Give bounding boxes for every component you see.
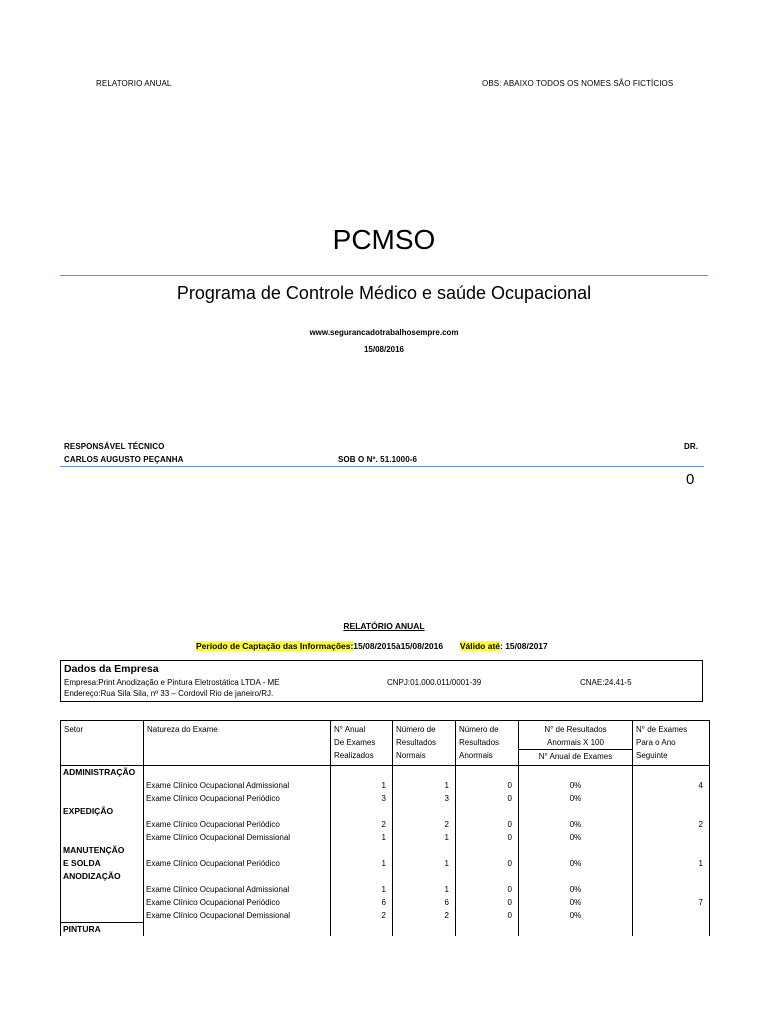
header-natureza: Natureza do Exame (144, 721, 331, 766)
cell-anual: 1 (331, 883, 393, 896)
cell-setor: E SOLDA (61, 857, 144, 870)
company-cnpj: CNPJ:01.000.011/0001-39 (387, 678, 482, 687)
cell-percentual: 0% (519, 779, 633, 792)
cell-normais: 1 (393, 883, 456, 896)
table-row (61, 844, 710, 857)
title-divider (60, 275, 708, 276)
periodo-value: 15/08/2015à15/08/2016 (353, 641, 444, 651)
valido-value: : 15/08/2017 (500, 641, 548, 651)
cell-natureza: Exame Clínico Ocupacional Admissional (144, 883, 331, 896)
table-row (61, 909, 710, 922)
cell-natureza: Exame Clínico Ocupacional Demissional (144, 831, 331, 844)
cell-anual (331, 766, 393, 780)
cell-anual (331, 805, 393, 818)
table-row (61, 857, 710, 870)
responsavel-divider (60, 466, 704, 467)
cell-normais (393, 870, 456, 883)
cell-setor (61, 792, 144, 805)
company-cnae: CNAE:24.41-5 (580, 678, 632, 687)
cell-percentual: 0% (519, 792, 633, 805)
cell-anual (331, 870, 393, 883)
cell-percentual: 0% (519, 831, 633, 844)
cell-normais (393, 922, 456, 936)
header-percentual: N° de Resultados Anormais X 100 N° Anual de Exames (519, 721, 633, 766)
cell-natureza (144, 844, 331, 857)
table-row (61, 883, 710, 896)
periodo-label: Período de Captação das Informações: (196, 641, 354, 651)
report-title: RELATÓRIO ANUAL (343, 621, 425, 631)
cell-anual: 2 (331, 818, 393, 831)
cell-percentual (519, 844, 633, 857)
company-box (60, 660, 703, 702)
cell-anormais (456, 922, 519, 936)
cell-percentual: 0% (519, 818, 633, 831)
cell-anual (331, 844, 393, 857)
company-empresa: Empresa:Print Anodização e Pintura Eletrostática LTDA - ME (64, 678, 280, 687)
cell-setor (61, 818, 144, 831)
cell-setor (61, 883, 144, 896)
cell-natureza (144, 922, 331, 936)
header-left-label: RELATORIO ANUAL (96, 79, 172, 88)
table-row (61, 831, 710, 844)
cell-anormais (456, 766, 519, 780)
cell-proximo (633, 883, 710, 896)
cell-anual: 1 (331, 857, 393, 870)
cell-setor: EXPEDIÇÃO (61, 805, 144, 818)
cell-natureza (144, 870, 331, 883)
page-title: PCMSO (332, 224, 436, 255)
cell-anual: 3 (331, 792, 393, 805)
cell-natureza: Exame Clínico Ocupacional Demissional (144, 909, 331, 922)
cell-proximo (633, 922, 710, 936)
cell-natureza: Exame Clínico Ocupacional Admissional (144, 779, 331, 792)
cell-anual (331, 922, 393, 936)
cell-normais: 2 (393, 909, 456, 922)
header-proximo-ano: N° de Exames Para o Ano Seguinte (633, 721, 710, 766)
cell-anormais: 0 (456, 883, 519, 896)
responsavel-label: RESPONSÁVEL TÉCNICO (64, 442, 165, 451)
cell-normais: 3 (393, 792, 456, 805)
header-right-note: OBS: ABAIXO TODOS OS NOMES SÃO FICTÍCIOS (482, 79, 674, 88)
table-row (61, 792, 710, 805)
cell-proximo (633, 844, 710, 857)
cell-natureza: Exame Clínico Ocupacional Periódico (144, 792, 331, 805)
cell-normais: 6 (393, 896, 456, 909)
company-heading: Dados da Empresa (64, 663, 159, 675)
document-date: 15/08/2016 (363, 345, 405, 354)
cell-percentual: 0% (519, 857, 633, 870)
cell-percentual (519, 766, 633, 780)
cell-anormais: 0 (456, 909, 519, 922)
cell-natureza (144, 766, 331, 780)
website-link[interactable]: www.segurancadotrabalhosempre.com (309, 328, 459, 337)
cell-setor (61, 896, 144, 909)
table-row (61, 779, 710, 792)
page-number: 0 (686, 471, 695, 488)
cell-anormais (456, 805, 519, 818)
cell-anormais: 0 (456, 857, 519, 870)
cell-setor (61, 779, 144, 792)
cell-anormais (456, 844, 519, 857)
cell-normais: 1 (393, 857, 456, 870)
cell-proximo (633, 792, 710, 805)
cell-natureza: Exame Clínico Ocupacional Periódico (144, 896, 331, 909)
cell-anormais: 0 (456, 896, 519, 909)
cell-proximo (633, 831, 710, 844)
page-subtitle: Programa de Controle Médico e saúde Ocupacional (176, 283, 592, 303)
cell-anual: 2 (331, 909, 393, 922)
responsavel-registro: SOB O Nº. 51.1000-6 (338, 455, 418, 464)
cell-proximo: 7 (633, 896, 710, 909)
valido-label: Válido até (459, 641, 501, 651)
header-normais: Número de Resultados Normais (393, 721, 456, 766)
cell-percentual: 0% (519, 896, 633, 909)
table-row (61, 766, 710, 780)
cell-setor (61, 909, 144, 922)
cell-normais: 2 (393, 818, 456, 831)
results-table (60, 720, 710, 936)
cell-proximo: 2 (633, 818, 710, 831)
cell-normais (393, 805, 456, 818)
cell-setor (61, 831, 144, 844)
cell-percentual (519, 922, 633, 936)
table-row (61, 818, 710, 831)
cell-anormais: 0 (456, 779, 519, 792)
cell-proximo (633, 870, 710, 883)
table-row (61, 922, 710, 936)
cell-setor: ANODIZAÇÃO (61, 870, 144, 883)
cell-percentual (519, 805, 633, 818)
cell-proximo (633, 766, 710, 780)
cell-normais (393, 844, 456, 857)
cell-anual: 1 (331, 779, 393, 792)
cell-natureza: Exame Clínico Ocupacional Periódico (144, 857, 331, 870)
cell-setor: MANUTENÇÃO (61, 844, 144, 857)
cell-normais (393, 766, 456, 780)
table-row (61, 870, 710, 883)
header-setor: Setor (61, 721, 144, 766)
cell-proximo (633, 909, 710, 922)
cell-anormais (456, 870, 519, 883)
cell-natureza (144, 805, 331, 818)
cell-anormais: 0 (456, 818, 519, 831)
company-endereco: Endereço:Rua Sila Sila, nº 33 – Cordovil Rio de janeiro/RJ. (64, 689, 274, 698)
cell-anual: 1 (331, 831, 393, 844)
cell-proximo: 4 (633, 779, 710, 792)
cell-setor: PINTURA (61, 922, 144, 936)
cell-natureza: Exame Clínico Ocupacional Periódico (144, 818, 331, 831)
responsavel-name: CARLOS AUGUSTO PEÇANHA (64, 455, 184, 464)
header-anormais: Número de Resultados Anormais (456, 721, 519, 766)
cell-normais: 1 (393, 831, 456, 844)
cell-anual: 6 (331, 896, 393, 909)
table-header-row (61, 721, 710, 766)
cell-setor: ADMINISTRAÇÃO (61, 766, 144, 780)
cell-percentual: 0% (519, 883, 633, 896)
cell-anormais: 0 (456, 831, 519, 844)
dr-label: DR. (684, 442, 699, 451)
header-anual: N° Anual De Exames Realizados (331, 721, 393, 766)
table-row (61, 805, 710, 818)
cell-normais: 1 (393, 779, 456, 792)
cell-proximo: 1 (633, 857, 710, 870)
report-period (196, 641, 548, 651)
cell-anormais: 0 (456, 792, 519, 805)
table-row (61, 896, 710, 909)
cell-percentual (519, 870, 633, 883)
cell-percentual: 0% (519, 909, 633, 922)
cell-proximo (633, 805, 710, 818)
